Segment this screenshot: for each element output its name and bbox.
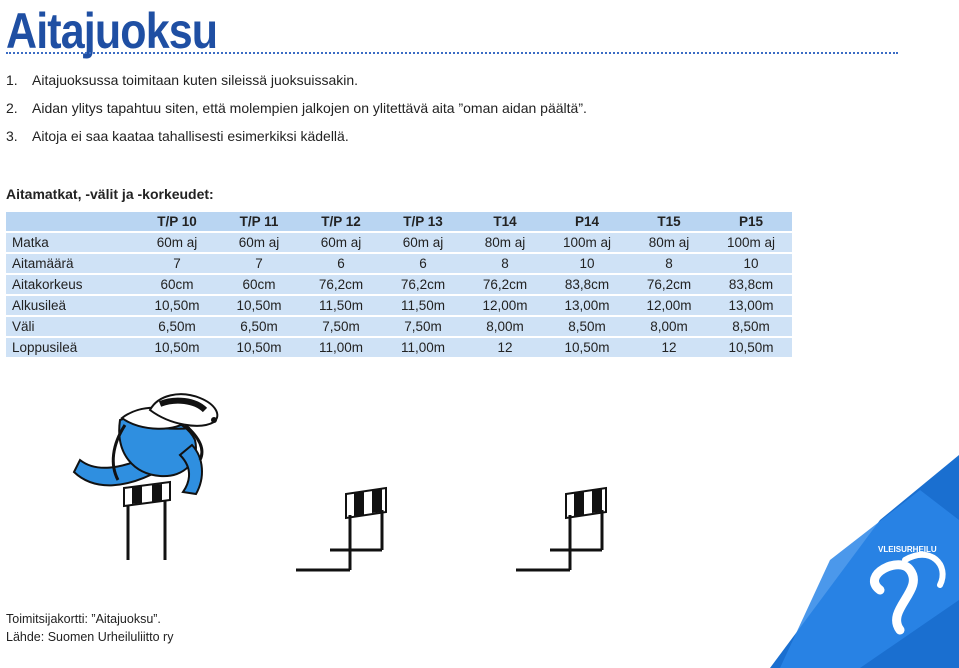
table-cell: 83,8cm — [546, 275, 628, 294]
table-cell: 12 — [464, 338, 546, 357]
table-cell: 100m aj — [546, 233, 628, 252]
brand-logo-icon — [770, 455, 959, 668]
rule-number: 1. — [6, 72, 18, 88]
hurdle-icon — [296, 488, 386, 570]
column-header: T/P 10 — [136, 212, 218, 231]
credits — [6, 610, 173, 646]
table-cell: 10 — [546, 254, 628, 273]
table-cell: 80m aj — [464, 233, 546, 252]
table-cell: 10,50m — [136, 296, 218, 315]
table-cell: 10,50m — [710, 338, 792, 357]
table-cell: 100m aj — [710, 233, 792, 252]
credit-line: Toimitsijakortti: ”Aitajuoksu”. — [6, 612, 161, 626]
table-heading: Aitamatkat, -välit ja -korkeudet: — [6, 186, 214, 202]
table-cell: 10,50m — [136, 338, 218, 357]
row-label: Aitamäärä — [6, 254, 136, 273]
table-cell: 6 — [382, 254, 464, 273]
table-cell: 60m aj — [382, 233, 464, 252]
table-cell: 8 — [628, 254, 710, 273]
table-cell: 60m aj — [300, 233, 382, 252]
brand-label: VLEISURHEILU — [878, 545, 937, 554]
table-cell: 10 — [710, 254, 792, 273]
table-cell: 10,50m — [218, 296, 300, 315]
row-label: Loppusileä — [6, 338, 136, 357]
table-cell: 6,50m — [136, 317, 218, 336]
table-cell: 12 — [628, 338, 710, 357]
table-cell: 76,2cm — [464, 275, 546, 294]
column-header: T14 — [464, 212, 546, 231]
table-cell: 10,50m — [546, 338, 628, 357]
table-cell: 13,00m — [546, 296, 628, 315]
table-cell: 12,00m — [628, 296, 710, 315]
table-cell: 8 — [464, 254, 546, 273]
row-label: Väli — [6, 317, 136, 336]
table-cell: 76,2cm — [382, 275, 464, 294]
row-label: Matka — [6, 233, 136, 252]
table-cell: 60cm — [218, 275, 300, 294]
table-cell: 8,00m — [464, 317, 546, 336]
column-header: P14 — [546, 212, 628, 231]
table-cell: 7,50m — [382, 317, 464, 336]
rule-number: 2. — [6, 100, 18, 116]
table-cell: 7 — [218, 254, 300, 273]
rule-text: Aidan ylitys tapahtuu siten, että molempien jalkojen on ylitettävä aita ”oman aidan päältä”. — [32, 100, 587, 116]
row-label: Alkusileä — [6, 296, 136, 315]
table-cell: 11,50m — [300, 296, 382, 315]
column-header: T/P 13 — [382, 212, 464, 231]
rule-number: 3. — [6, 128, 18, 144]
column-header: P15 — [710, 212, 792, 231]
table-cell: 8,50m — [710, 317, 792, 336]
table-cell: 13,00m — [710, 296, 792, 315]
table-cell: 83,8cm — [710, 275, 792, 294]
rule-text: Aitajuoksussa toimitaan kuten sileissä juoksuissakin. — [32, 72, 359, 88]
table-cell: 76,2cm — [628, 275, 710, 294]
column-header: T/P 11 — [218, 212, 300, 231]
rule-text: Aitoja ei saa kaataa tahallisesti esimerkiksi kädellä. — [32, 128, 349, 144]
table-cell: 60m aj — [218, 233, 300, 252]
row-label: Aitakorkeus — [6, 275, 136, 294]
table-cell: 11,00m — [300, 338, 382, 357]
table-cell: 7,50m — [300, 317, 382, 336]
table-cell: 8,00m — [628, 317, 710, 336]
table-cell: 7 — [136, 254, 218, 273]
table-cell: 80m aj — [628, 233, 710, 252]
table-cell: 76,2cm — [300, 275, 382, 294]
table-cell: 12,00m — [464, 296, 546, 315]
column-header: T/P 12 — [300, 212, 382, 231]
table-cell: 6,50m — [218, 317, 300, 336]
source-line: Lähde: Suomen Urheiluliitto ry — [6, 630, 174, 644]
table-cell: 11,50m — [382, 296, 464, 315]
column-header: T15 — [628, 212, 710, 231]
table-cell: 6 — [300, 254, 382, 273]
table-cell: 60m aj — [136, 233, 218, 252]
page-title: Aitajuoksu — [6, 3, 218, 59]
hurdle-icon — [516, 488, 606, 570]
badger-hurdler-illustration — [74, 394, 217, 560]
table-cell: 10,50m — [218, 338, 300, 357]
table-cell: 8,50m — [546, 317, 628, 336]
table-cell: 11,00m — [382, 338, 464, 357]
table-cell: 60cm — [136, 275, 218, 294]
